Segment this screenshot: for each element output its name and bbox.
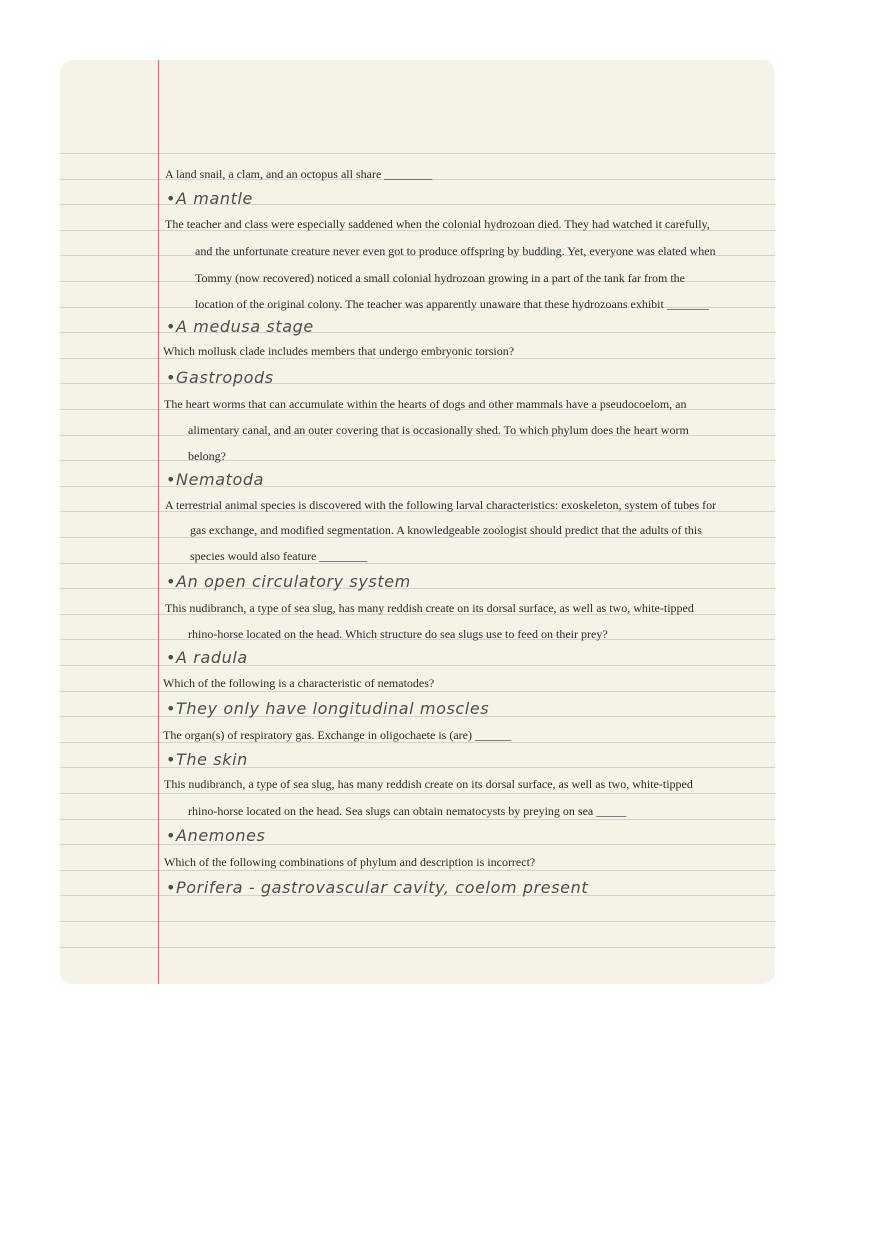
handwritten-answer: •Anemones xyxy=(166,826,266,845)
question-line: species would also feature ________ xyxy=(190,549,368,563)
question-line: Which of the following is a characteristic of nematodes? xyxy=(163,676,435,690)
handwritten-answer: •They only have longitudinal moscles xyxy=(166,699,490,718)
question-line: This nudibranch, a type of sea slug, has many reddish create on its dorsal surface, as well as two, white-tipped xyxy=(164,777,693,791)
question-line: The teacher and class were especially saddened when the colonial hydrozoan died. They had watched it carefully, xyxy=(165,217,710,231)
notebook-page xyxy=(60,60,775,984)
handwritten-answer: •Porifera - gastrovascular cavity, coelom present xyxy=(166,878,589,897)
question-line: gas exchange, and modified segmentation. A knowledgeable zoologist should predict that the adults of this xyxy=(190,523,702,537)
question-line: A terrestrial animal species is discovered with the following larval characteristics: exoskeleton, system of tubes for xyxy=(165,498,717,512)
ruled-line xyxy=(60,563,775,564)
ruled-line xyxy=(60,691,775,692)
question-line: Which of the following combinations of phylum and description is incorrect? xyxy=(164,855,536,869)
ruled-line xyxy=(60,921,775,922)
question-line: The organ(s) of respiratory gas. Exchange in oligochaete is (are) ______ xyxy=(163,728,511,742)
question-line: Tommy (now recovered) noticed a small colonial hydrozoan growing in a part of the tank far from the xyxy=(195,271,685,285)
question-line: Which mollusk clade includes members that undergo embryonic torsion? xyxy=(163,344,515,358)
ruled-line xyxy=(60,460,775,461)
margin-line xyxy=(158,60,159,984)
handwritten-answer: •Nematoda xyxy=(166,470,265,489)
handwritten-answer: •An open circulatory system xyxy=(166,572,411,591)
question-line: rhino-horse located on the head. Sea slugs can obtain nematocysts by preying on sea _____ xyxy=(188,804,627,818)
ruled-line xyxy=(60,793,775,794)
question-line: location of the original colony. The teacher was apparently unaware that these hydrozoans exhibit _______ xyxy=(195,297,709,311)
question-line: rhino-horse located on the head. Which structure do sea slugs use to feed on their prey? xyxy=(188,627,608,641)
ruled-line xyxy=(60,153,775,154)
ruled-line xyxy=(60,819,775,820)
handwritten-answer: •Gastropods xyxy=(166,368,274,387)
question-line: A land snail, a clam, and an octopus all share ________ xyxy=(165,167,433,181)
question-line: The heart worms that can accumulate within the hearts of dogs and other mammals have a pseudocoelom, an xyxy=(164,397,687,411)
ruled-line xyxy=(60,870,775,871)
handwritten-answer: •A radula xyxy=(166,648,248,667)
question-line: belong? xyxy=(188,449,226,463)
handwritten-answer: •A medusa stage xyxy=(166,317,314,336)
question-line: and the unfortunate creature never even got to produce offspring by budding. Yet, everyone was elated when xyxy=(195,244,716,258)
handwritten-answer: •The skin xyxy=(166,750,248,769)
question-line: This nudibranch, a type of sea slug, has many reddish create on its dorsal surface, as well as two, white-tipped xyxy=(165,601,694,615)
handwritten-answer: •A mantle xyxy=(166,189,253,208)
question-line: alimentary canal, and an outer covering that is occasionally shed. To which phylum does the heart worm xyxy=(188,423,689,437)
ruled-line xyxy=(60,947,775,948)
